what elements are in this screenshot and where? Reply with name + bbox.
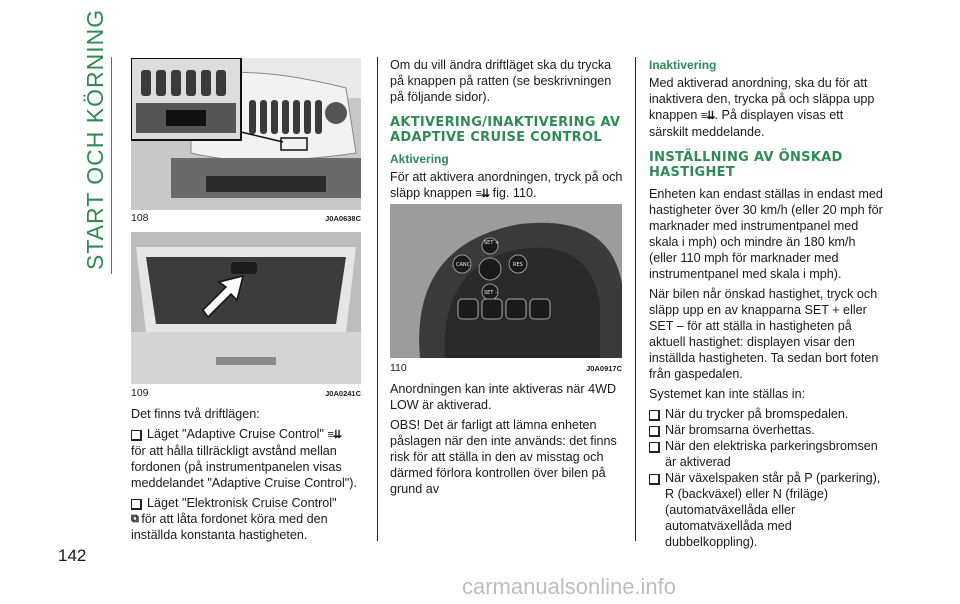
list-item-text: När bromsarna överhettas. <box>665 422 815 437</box>
bullet-marker <box>649 410 660 421</box>
list-item-text: När växelspaken står på P (parkering), R (backväxel) eller N (friläge) (automatväxellåda eller automatväxellåda med dubbelkoppling). <box>665 470 881 549</box>
wheel-set-plus-label: SET + <box>484 240 500 246</box>
rear-window-illustration <box>131 232 361 384</box>
list-item-text: När den elektriska parkeringsbromsen är aktiverad <box>665 438 878 469</box>
figure-108-image <box>131 58 361 210</box>
figure-number: 110 <box>390 362 407 374</box>
figure-code: J0A0638C <box>325 214 361 223</box>
mode-bullet-electronic <box>131 495 366 511</box>
paragraph: Om du vill ändra driftläget ska du trycka på knappen på ratten (se beskrivningen på följande sidor). <box>390 58 612 104</box>
intro-paragraph: Det finns två driftlägen: <box>131 407 260 421</box>
bullet-text: Läget "Elektronisk Cruise Control" <box>147 495 337 510</box>
cruise-control-icon: ⧉ <box>131 513 138 526</box>
column-2-text-top <box>390 57 625 206</box>
heading-activation: AKTIVERING/INAKTIVERING AV ADAPTIVE CRUISE CONTROL <box>390 115 621 145</box>
heading-speed-setting: INSTÄLLNING AV ÖNSKAD HASTIGHET <box>649 149 843 180</box>
steering-wheel-illustration <box>390 204 622 358</box>
bullet-marker <box>131 499 142 510</box>
watermark: carmanualsonline.info <box>462 574 677 599</box>
adaptive-description: för att hålla tillräckligt avstånd mellan fordonen (på instrumentpanelen visas meddelandet "Adaptive Cruise Control"). <box>131 443 357 490</box>
list-item <box>649 422 885 438</box>
page-number: 142 <box>58 546 87 565</box>
paragraph: Med aktiverad anordning, ska du för att inaktivera den, trycka på och släppa upp knappen ≡⇊. På displayen visas ett särskilt meddelande. <box>649 76 875 139</box>
figure-108-caption <box>131 212 361 224</box>
list-item-text: När du trycker på bromspedalen. <box>665 406 849 421</box>
paragraph: För att aktivera anordningen, tryck på och släpp knappen ≡⇊ fig. 110. <box>390 170 623 200</box>
figure-109-image <box>131 232 361 384</box>
bullet-marker <box>131 430 142 441</box>
adaptive-cruise-icon: ≡⇊ <box>327 428 342 441</box>
paragraph: Anordningen kan inte aktiveras när 4WD LOW är aktiverad. <box>390 382 617 412</box>
jeep-front-illustration <box>131 58 361 210</box>
bullet-marker <box>649 426 660 437</box>
paragraph: Enheten kan endast ställas in endast med hastigheter över 30 km/h (eller 20 mph för marknader med instrumentpanel med skala i mph) och mindre än 180 km/h (eller 110 mph för marknader med instrumentpanel med skala i mph). <box>649 186 883 281</box>
wheel-set-minus-label: SET – <box>484 290 498 296</box>
bullet-marker <box>649 474 660 485</box>
wheel-canc-label: CANC <box>456 262 471 268</box>
paragraph: Systemet kan inte ställas in: <box>649 386 806 401</box>
figure-code: J0A0917C <box>586 364 622 373</box>
paragraph: När bilen når önskad hastighet, tryck och släpp upp en av knapparna SET + eller SET – för att ställa in hastigheten på aktuell hastighet: displayen visar den inställda hastigheten. Ta sedan bort foten från gaspedalen. <box>649 286 879 381</box>
bullet-marker <box>649 442 660 453</box>
list-item <box>649 470 885 550</box>
column-divider <box>635 57 636 541</box>
column-divider <box>377 57 378 541</box>
adaptive-cruise-icon: ≡⇊ <box>475 187 490 200</box>
section-title-rule <box>111 57 112 274</box>
column-2-text-bottom <box>390 381 625 501</box>
figure-110-caption <box>390 362 622 374</box>
figure-code: J0A0241C <box>325 389 361 398</box>
figure-number: 109 <box>131 387 149 399</box>
figure-110-image <box>390 204 622 358</box>
column-3-text <box>649 57 885 550</box>
list-item <box>649 406 885 422</box>
mode-bullet-adaptive <box>131 426 366 443</box>
wheel-res-label: RES <box>513 262 523 268</box>
section-title: START OCH KÖRNING <box>82 8 108 270</box>
column-1-text <box>131 406 366 547</box>
subheading-aktivering: Aktivering <box>390 152 449 166</box>
list-item <box>649 438 885 470</box>
electronic-description: ⧉ för att låta fordonet köra med den inställda konstanta hastigheten. <box>131 511 328 543</box>
paragraph: OBS! Det är farligt att lämna enheten påslagen när den inte används: det finns risk för att ställa in den av misstag och därmed förlora kontrollen över bilen på grund av <box>390 418 617 496</box>
bullet-text: Läget "Adaptive Cruise Control" ≡⇊ <box>147 427 342 441</box>
subheading-inaktivering: Inaktivering <box>649 58 717 72</box>
adaptive-cruise-icon: ≡⇊ <box>700 109 715 122</box>
figure-number: 108 <box>131 212 149 224</box>
figure-109-caption <box>131 387 361 399</box>
